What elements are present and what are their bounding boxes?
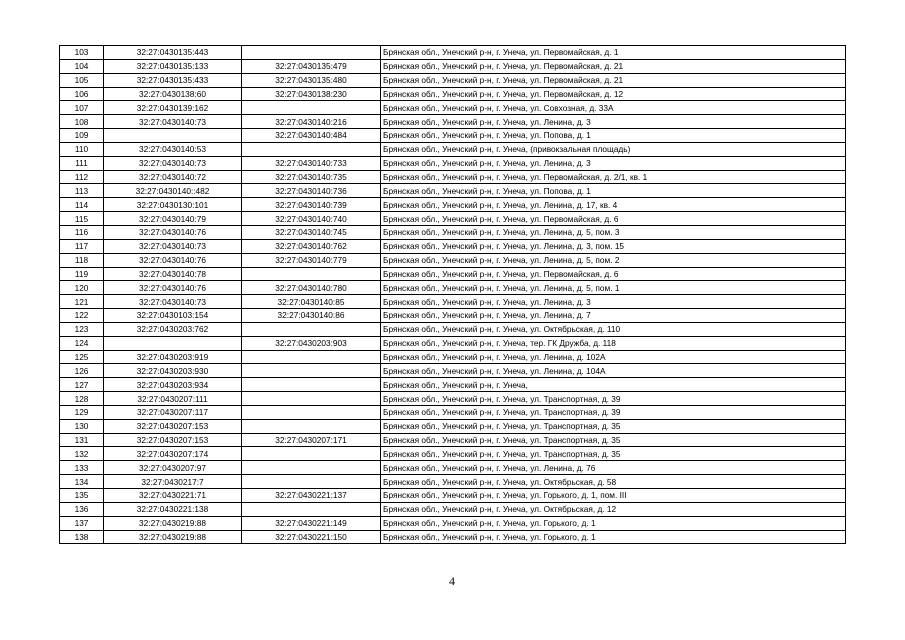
table-row (60, 392, 846, 406)
row-number-cell: 110 (60, 142, 104, 156)
cadastral-number-cell: 32:27:0430140:78 (104, 267, 242, 281)
related-cadastral-number-cell: 32:27:0430135:480 (242, 73, 381, 87)
row-number-cell: 114 (60, 198, 104, 212)
table-row (60, 267, 846, 281)
address-cell: Брянская обл., Унечский р-н, г. Унеча, ул. Первомайская, д. 12 (381, 87, 846, 101)
cadastral-number-cell: 32:27:0430217:7 (104, 475, 242, 489)
address-cell: Брянская обл., Унечский р-н, г. Унеча, ул. Ленина, д. 3 (381, 295, 846, 309)
row-number-cell: 120 (60, 281, 104, 295)
related-cadastral-number-cell: 32:27:0430140:780 (242, 281, 381, 295)
table-row (60, 502, 846, 516)
row-number-cell: 119 (60, 267, 104, 281)
related-cadastral-number-cell: 32:27:0430140:745 (242, 225, 381, 239)
cadastral-number-cell: 32:27:0430207:97 (104, 461, 242, 475)
address-cell: Брянская обл., Унечский р-н, г. Унеча, ул. Ленина, д. 3 (381, 115, 846, 129)
table-row (60, 364, 846, 378)
table-row (60, 378, 846, 392)
cadastral-number-cell: 32:27:0430140:73 (104, 115, 242, 129)
row-number-cell: 123 (60, 322, 104, 336)
address-cell: Брянская обл., Унечский р-н, г. Унеча, (привокзальная площадь) (381, 142, 846, 156)
related-cadastral-number-cell (242, 142, 381, 156)
table-row (60, 309, 846, 323)
row-number-cell: 104 (60, 59, 104, 73)
cadastral-number-cell: 32:27:0430221:138 (104, 502, 242, 516)
table-row (60, 475, 846, 489)
table-row (60, 530, 846, 544)
cadastral-number-cell: 32:27:0430140:79 (104, 212, 242, 226)
table-row (60, 419, 846, 433)
row-number-cell: 132 (60, 447, 104, 461)
related-cadastral-number-cell: 32:27:0430140:733 (242, 156, 381, 170)
related-cadastral-number-cell (242, 364, 381, 378)
cadastral-number-cell: 32:27:0430207:117 (104, 405, 242, 419)
address-cell: Брянская обл., Унечский р-н, г. Унеча, ул. Ленина, д. 7 (381, 309, 846, 323)
address-cell: Брянская обл., Унечский р-н, г. Унеча, ул. Первомайская, д. 21 (381, 59, 846, 73)
related-cadastral-number-cell: 32:27:0430140:216 (242, 115, 381, 129)
table-row (60, 433, 846, 447)
table-row (60, 87, 846, 101)
table-row (60, 46, 846, 60)
address-cell: Брянская обл., Унечский р-н, г. Унеча, ул. Ленина, д. 5, пом. 1 (381, 281, 846, 295)
related-cadastral-number-cell: 32:27:0430140:762 (242, 239, 381, 253)
related-cadastral-number-cell: 32:27:0430221:149 (242, 516, 381, 530)
table-body (60, 46, 846, 544)
related-cadastral-number-cell (242, 46, 381, 60)
address-cell: Брянская обл., Унечский р-н, г. Унеча, ул. Попова, д. 1 (381, 129, 846, 143)
address-cell: Брянская обл., Унечский р-н, г. Унеча, ул. Октябрьская, д. 58 (381, 475, 846, 489)
address-cell: Брянская обл., Унечский р-н, г. Унеча, ул. Октябрьская, д. 12 (381, 502, 846, 516)
table-row (60, 59, 846, 73)
related-cadastral-number-cell: 32:27:0430140:740 (242, 212, 381, 226)
row-number-cell: 115 (60, 212, 104, 226)
table-row (60, 212, 846, 226)
cadastral-number-cell: 32:27:0430140:76 (104, 253, 242, 267)
table-row (60, 253, 846, 267)
related-cadastral-number-cell: 32:27:0430140:739 (242, 198, 381, 212)
related-cadastral-number-cell: 32:27:0430135:479 (242, 59, 381, 73)
cadastral-number-cell: 32:27:0430103:154 (104, 309, 242, 323)
cadastral-number-cell: 32:27:0430140:76 (104, 281, 242, 295)
related-cadastral-number-cell: 32:27:0430203:903 (242, 336, 381, 350)
address-cell: Брянская обл., Унечский р-н, г. Унеча, ул. Ленина, д. 17, кв. 4 (381, 198, 846, 212)
related-cadastral-number-cell (242, 461, 381, 475)
address-cell: Брянская обл., Унечский р-н, г. Унеча, ул. Транспортная, д. 35 (381, 419, 846, 433)
address-cell: Брянская обл., Унечский р-н, г. Унеча, ул. Ленина, д. 5, пом. 2 (381, 253, 846, 267)
cadastral-number-cell: 32:27:0430138:60 (104, 87, 242, 101)
row-number-cell: 129 (60, 405, 104, 419)
related-cadastral-number-cell (242, 475, 381, 489)
row-number-cell: 107 (60, 101, 104, 115)
address-cell: Брянская обл., Унечский р-н, г. Унеча, ул. Попова, д. 1 (381, 184, 846, 198)
row-number-cell: 121 (60, 295, 104, 309)
cadastral-number-cell: 32:27:0430140::482 (104, 184, 242, 198)
table-row (60, 322, 846, 336)
address-cell: Брянская обл., Унечский р-н, г. Унеча, ул. Первомайская, д. 2/1, кв. 1 (381, 170, 846, 184)
address-cell: Брянская обл., Унечский р-н, г. Унеча, ул. Совхозная, д. 33А (381, 101, 846, 115)
row-number-cell: 135 (60, 489, 104, 503)
cadastral-number-cell: 32:27:0430135:433 (104, 73, 242, 87)
related-cadastral-number-cell: 32:27:0430221:150 (242, 530, 381, 544)
row-number-cell: 113 (60, 184, 104, 198)
cadastral-number-cell: 32:27:0430207:153 (104, 419, 242, 433)
row-number-cell: 130 (60, 419, 104, 433)
related-cadastral-number-cell: 32:27:0430140:86 (242, 309, 381, 323)
table-row (60, 295, 846, 309)
table-row (60, 336, 846, 350)
address-cell: Брянская обл., Унечский р-н, г. Унеча, ул. Транспортная, д. 35 (381, 433, 846, 447)
row-number-cell: 105 (60, 73, 104, 87)
address-cell: Брянская обл., Унечский р-н, г. Унеча, ул. Ленина, д. 102А (381, 350, 846, 364)
related-cadastral-number-cell: 32:27:0430140:736 (242, 184, 381, 198)
table-row (60, 170, 846, 184)
related-cadastral-number-cell (242, 392, 381, 406)
cadastral-number-cell: 32:27:0430140:76 (104, 225, 242, 239)
table-row (60, 156, 846, 170)
row-number-cell: 125 (60, 350, 104, 364)
related-cadastral-number-cell: 32:27:0430140:484 (242, 129, 381, 143)
related-cadastral-number-cell (242, 101, 381, 115)
row-number-cell: 134 (60, 475, 104, 489)
cadastral-table (59, 45, 846, 544)
cadastral-number-cell: 32:27:0430139:162 (104, 101, 242, 115)
address-cell: Брянская обл., Унечский р-н, г. Унеча, ул. Транспортная, д. 39 (381, 405, 846, 419)
related-cadastral-number-cell: 32:27:0430140:735 (242, 170, 381, 184)
cadastral-number-cell: 32:27:0430140:53 (104, 142, 242, 156)
address-cell: Брянская обл., Унечский р-н, г. Унеча, ул. Ленина, д. 76 (381, 461, 846, 475)
row-number-cell: 106 (60, 87, 104, 101)
cadastral-number-cell: 32:27:0430140:73 (104, 156, 242, 170)
table-row (60, 73, 846, 87)
related-cadastral-number-cell (242, 322, 381, 336)
cadastral-number-cell: 32:27:0430203:930 (104, 364, 242, 378)
address-cell: Брянская обл., Унечский р-н, г. Унеча, тер. ГК Дружба, д. 118 (381, 336, 846, 350)
address-cell: Брянская обл., Унечский р-н, г. Унеча, ул. Ленина, д. 3, пом. 15 (381, 239, 846, 253)
cadastral-number-cell: 32:27:0430207:111 (104, 392, 242, 406)
table-row (60, 198, 846, 212)
cadastral-number-cell: 32:27:0430135:133 (104, 59, 242, 73)
related-cadastral-number-cell: 32:27:0430207:171 (242, 433, 381, 447)
cadastral-number-cell: 32:27:0430130:101 (104, 198, 242, 212)
related-cadastral-number-cell (242, 447, 381, 461)
address-cell: Брянская обл., Унечский р-н, г. Унеча, ул. Ленина, д. 104А (381, 364, 846, 378)
address-cell: Брянская обл., Унечский р-н, г. Унеча, ул. Горького, д. 1 (381, 530, 846, 544)
address-cell: Брянская обл., Унечский р-н, г. Унеча, ул. Ленина, д. 5, пом. 3 (381, 225, 846, 239)
address-cell: Брянская обл., Унечский р-н, г. Унеча, ул. Первомайская, д. 1 (381, 46, 846, 60)
row-number-cell: 111 (60, 156, 104, 170)
table-row (60, 350, 846, 364)
address-cell: Брянская обл., Унечский р-н, г. Унеча, (381, 378, 846, 392)
row-number-cell: 133 (60, 461, 104, 475)
table-row (60, 225, 846, 239)
row-number-cell: 116 (60, 225, 104, 239)
cadastral-number-cell: 32:27:0430219:88 (104, 516, 242, 530)
related-cadastral-number-cell (242, 502, 381, 516)
address-cell: Брянская обл., Унечский р-н, г. Унеча, ул. Первомайская, д. 6 (381, 267, 846, 281)
cadastral-number-cell: 32:27:0430203:762 (104, 322, 242, 336)
table-row (60, 239, 846, 253)
row-number-cell: 131 (60, 433, 104, 447)
table-row (60, 142, 846, 156)
row-number-cell: 124 (60, 336, 104, 350)
related-cadastral-number-cell (242, 350, 381, 364)
cadastral-number-cell: 32:27:0430140:72 (104, 170, 242, 184)
row-number-cell: 127 (60, 378, 104, 392)
row-number-cell: 137 (60, 516, 104, 530)
address-cell: Брянская обл., Унечский р-н, г. Унеча, ул. Первомайская, д. 21 (381, 73, 846, 87)
related-cadastral-number-cell: 32:27:0430140:779 (242, 253, 381, 267)
cadastral-number-cell (104, 336, 242, 350)
row-number-cell: 103 (60, 46, 104, 60)
cadastral-number-cell: 32:27:0430135:443 (104, 46, 242, 60)
cadastral-number-cell (104, 129, 242, 143)
cadastral-number-cell: 32:27:0430219:88 (104, 530, 242, 544)
table-row (60, 516, 846, 530)
related-cadastral-number-cell (242, 267, 381, 281)
table-row (60, 281, 846, 295)
cadastral-number-cell: 32:27:0430203:934 (104, 378, 242, 392)
cadastral-number-cell: 32:27:0430207:153 (104, 433, 242, 447)
address-cell: Брянская обл., Унечский р-н, г. Унеча, ул. Ленина, д. 3 (381, 156, 846, 170)
address-cell: Брянская обл., Унечский р-н, г. Унеча, ул. Транспортная, д. 35 (381, 447, 846, 461)
row-number-cell: 109 (60, 129, 104, 143)
related-cadastral-number-cell (242, 405, 381, 419)
address-cell: Брянская обл., Унечский р-н, г. Унеча, ул. Первомайская, д. 6 (381, 212, 846, 226)
related-cadastral-number-cell: 32:27:0430140:85 (242, 295, 381, 309)
related-cadastral-number-cell (242, 378, 381, 392)
row-number-cell: 108 (60, 115, 104, 129)
row-number-cell: 118 (60, 253, 104, 267)
table-row (60, 115, 846, 129)
address-cell: Брянская обл., Унечский р-н, г. Унеча, ул. Горького, д. 1 (381, 516, 846, 530)
table-row (60, 405, 846, 419)
table-row (60, 447, 846, 461)
address-cell: Брянская обл., Унечский р-н, г. Унеча, ул. Октябрьская, д. 110 (381, 322, 846, 336)
table-row (60, 184, 846, 198)
cadastral-number-cell: 32:27:0430221:71 (104, 489, 242, 503)
address-cell: Брянская обл., Унечский р-н, г. Унеча, ул. Горького, д. 1, пом. III (381, 489, 846, 503)
row-number-cell: 112 (60, 170, 104, 184)
cadastral-number-cell: 32:27:0430140:73 (104, 295, 242, 309)
related-cadastral-number-cell: 32:27:0430138:230 (242, 87, 381, 101)
row-number-cell: 128 (60, 392, 104, 406)
related-cadastral-number-cell (242, 419, 381, 433)
table-row (60, 489, 846, 503)
row-number-cell: 126 (60, 364, 104, 378)
row-number-cell: 117 (60, 239, 104, 253)
cadastral-number-cell: 32:27:0430207:174 (104, 447, 242, 461)
row-number-cell: 138 (60, 530, 104, 544)
page-number: 4 (449, 574, 455, 588)
cadastral-number-cell: 32:27:0430203:919 (104, 350, 242, 364)
table-row (60, 101, 846, 115)
table-row (60, 129, 846, 143)
related-cadastral-number-cell: 32:27:0430221:137 (242, 489, 381, 503)
address-cell: Брянская обл., Унечский р-н, г. Унеча, ул. Транспортная, д. 39 (381, 392, 846, 406)
table-row (60, 461, 846, 475)
cadastral-number-cell: 32:27:0430140:73 (104, 239, 242, 253)
row-number-cell: 136 (60, 502, 104, 516)
row-number-cell: 122 (60, 309, 104, 323)
